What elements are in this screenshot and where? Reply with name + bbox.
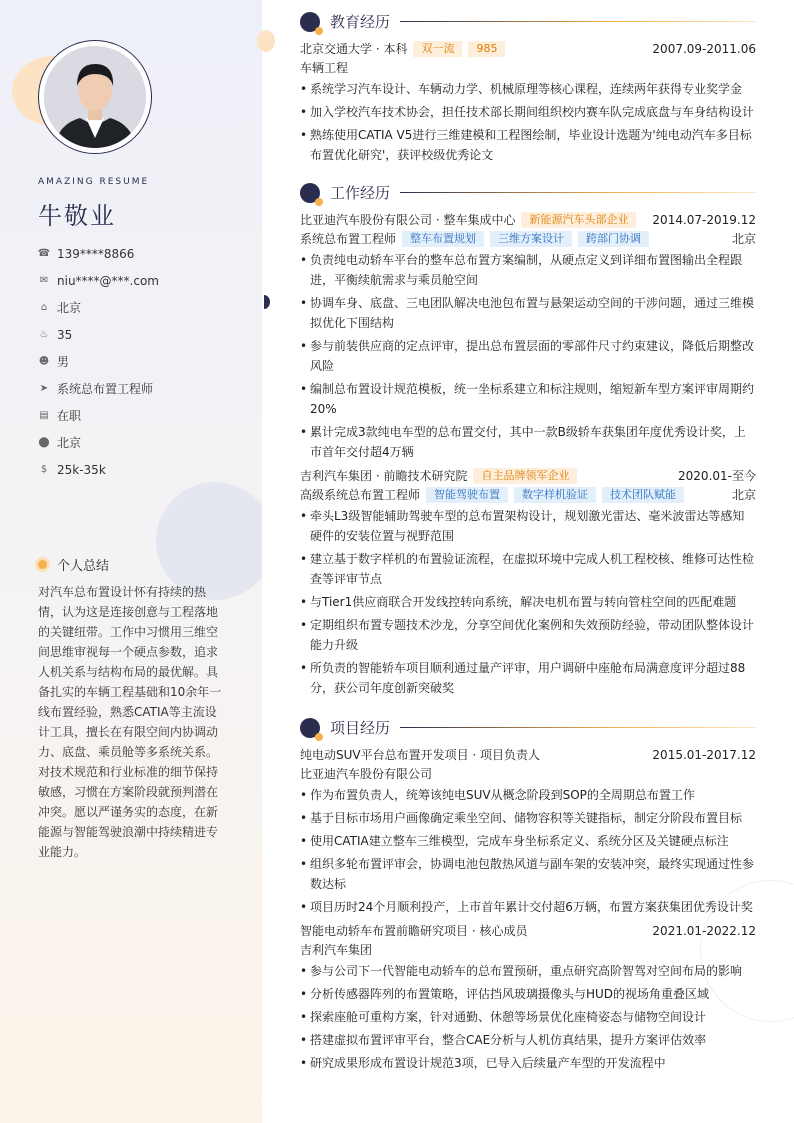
job-role: 系统总布置工程师 — [300, 232, 397, 246]
role-tag: 三维方案设计 — [490, 231, 572, 247]
info-row — [38, 429, 159, 456]
divider — [400, 192, 756, 193]
section-icon — [300, 718, 320, 738]
role-tag: 跨部门协调 — [578, 231, 649, 247]
info-row — [38, 402, 159, 429]
project-dates: 2021.01-2022.12 — [652, 923, 756, 938]
contact-info — [38, 240, 159, 483]
list-item: • 与Tier1供应商联合开发线控转向系统，解决电机布置与转向管柱空间的匹配难题 — [300, 592, 756, 612]
company-name: 比亚迪汽车股份有限公司 · 整车集成中心 — [300, 213, 516, 227]
list-item: • 系统学习汽车设计、车辆动力学、机械原理等核心课程，连续两年获得专业奖学金 — [300, 79, 756, 99]
list-item: • 加入学校汽车技术协会，担任技术部长期间组织校内赛车队完成底盘与车身结构设计 — [300, 102, 756, 122]
list-item: • 项目历时24个月顺利投产，上市首年累计交付超6万辆，布置方案获集团优秀设计奖 — [300, 897, 756, 917]
info-row — [38, 240, 159, 267]
list-item: • 使用CATIA建立整车三维模型，完成车身坐标系定义、系统分区及关键硬点标注 — [300, 831, 756, 851]
job-city: 北京 — [731, 488, 756, 502]
job-entry — [300, 210, 756, 465]
summary-text: 对汽车总布置设计怀有持续的热情，认为这是连接创意与工程落地的关键纽带。工作中习惯用三维空间思维审视每一个硬点参数，追求人机关系与结构布局的最优解。具备扎实的车辆工程基础和10余年一线布置经验，熟悉CATIA等主流设计工具，擅长在有限空间内协调动力、底盘、乘员舱等多系统关系。对技术规范和行业标准的细节保持敏感，习惯在方案阶段就预判潜在冲突。愿以严谨务实的态度，在新能源与智能驾驶浪潮中持续精进专业能力。 — [38, 585, 222, 859]
info-text: 35 — [57, 327, 73, 342]
project-bullets — [300, 961, 756, 1073]
decor-circle — [257, 30, 275, 52]
role-tag: 智能驾驶布置 — [426, 487, 508, 503]
list-item: • 参与公司下一代智能电动轿车的总布置预研，重点研究高阶智驾对空间布局的影响 — [300, 961, 756, 981]
job-dates: 2020.01-至今 — [678, 469, 756, 483]
home-icon: ⌂ — [40, 302, 48, 313]
divider — [400, 727, 756, 728]
project-entry — [300, 745, 756, 920]
list-item: • 所负责的智能轿车项目顺利通过量产评审，用户调研中座舱布局满意度评分超过88分，获公司年度创新突破奖 — [300, 658, 756, 698]
project-org: 吉利汽车集团 — [300, 943, 373, 957]
work-heading — [300, 182, 756, 203]
projects-heading — [300, 717, 756, 738]
summary-title: 个人总结 — [57, 559, 110, 574]
education-heading — [300, 11, 756, 32]
project-name: 纯电动SUV平台总布置开发项目 · 项目负责人 — [300, 748, 541, 762]
job-bullets — [300, 250, 756, 462]
info-text: 25k-35k — [57, 462, 106, 477]
school-name: 北京交通大学 · 本科 — [300, 42, 408, 56]
info-row — [38, 267, 159, 294]
info-text: niu****@***.com — [57, 273, 159, 288]
sidebar — [0, 0, 262, 1123]
gender-icon: ☻ — [38, 356, 50, 367]
company-tag: 新能源汽车头部企业 — [521, 212, 636, 228]
location-icon: ⬤ — [38, 437, 50, 448]
list-item: • 参与前装供应商的定点评审，提出总布置层面的零部件尺寸约束建议，降低后期整改风险 — [300, 336, 756, 376]
divider — [400, 21, 756, 22]
role-tag: 技术团队赋能 — [602, 487, 684, 503]
list-item: • 熟练使用CATIA V5进行三维建模和工程图绘制，毕业设计选题为'纯电动汽车多目标布置优化研究'，获评校级优秀论文 — [300, 125, 756, 165]
section-title: 项目经历 — [330, 719, 391, 737]
section-title: 工作经历 — [330, 184, 391, 202]
info-row — [38, 321, 159, 348]
info-row — [38, 294, 159, 321]
project-name: 智能电动轿车布置前瞻研究项目 · 核心成员 — [300, 924, 528, 938]
job-city: 北京 — [731, 232, 756, 246]
info-text: 北京 — [57, 436, 82, 450]
bullet-dot-icon — [38, 560, 47, 569]
info-text: 系统总布置工程师 — [57, 382, 154, 396]
job-dates: 2014.07-2019.12 — [652, 212, 756, 227]
list-item: • 基于目标市场用户画像确定乘坐空间、储物容积等关键指标，制定分阶段布置目标 — [300, 808, 756, 828]
company-name: 吉利汽车集团 · 前瞻技术研究院 — [300, 469, 468, 483]
salary-icon: $ — [40, 464, 48, 475]
info-row — [38, 348, 159, 375]
section-icon — [300, 12, 320, 32]
list-item: • 作为布置负责人，统筹该纯电SUV从概念阶段到SOP的全周期总布置工作 — [300, 785, 756, 805]
job-bullets — [300, 506, 756, 698]
project-bullets — [300, 785, 756, 917]
info-text: 男 — [57, 355, 70, 369]
briefcase-icon: ▤ — [39, 410, 49, 421]
school-tag: 双一流 — [413, 41, 462, 57]
project-org: 比亚迪汽车股份有限公司 — [300, 767, 433, 781]
education-dates: 2007.09-2011.06 — [652, 41, 756, 56]
role-tag: 数字样机验证 — [514, 487, 596, 503]
list-item: • 牵头L3级智能辅助驾驶车型的总布置架构设计，规划激光雷达、毫米波雷达等感知硬件的安装位置与视野范围 — [300, 506, 756, 546]
list-item: • 搭建虚拟布置评审平台，整合CAE分析与人机仿真结果，提升方案评估效率 — [300, 1030, 756, 1050]
major: 车辆工程 — [300, 61, 349, 75]
summary-heading — [38, 555, 109, 574]
list-item: • 累计完成3款纯电车型的总布置交付，其中一款B级轿车获集团年度优秀设计奖，上市首年交付超4万辆 — [300, 422, 756, 462]
cake-icon: ♨ — [39, 329, 49, 340]
info-row — [38, 456, 159, 483]
list-item: • 建立基于数字样机的布置验证流程，在虚拟环境中完成人机工程校核、维修可达性检查等评审节点 — [300, 549, 756, 589]
education-block — [300, 39, 756, 168]
list-item: • 分析传感器阵列的布置策略，评估挡风玻璃摄像头与HUD的视场角重叠区域 — [300, 984, 756, 1004]
list-item: • 编制总布置设计规范模板，统一坐标系建立和标注规则，缩短新车型方案评审周期约20% — [300, 379, 756, 419]
info-text: 在职 — [57, 409, 82, 423]
school-tag: 985 — [468, 41, 505, 57]
project-entry — [300, 921, 756, 1076]
list-item: • 负责纯电动轿车平台的整车总布置方案编制，从硬点定义到详细布置图输出全程跟进，平衡续航需求与乘员舱空间 — [300, 250, 756, 290]
send-icon: ➤ — [39, 383, 49, 394]
list-item: • 探索座舱可重构方案，针对通勤、休憩等场景优化座椅姿态与储物空间设计 — [300, 1007, 756, 1027]
section-icon — [300, 183, 320, 203]
section-title: 教育经历 — [330, 13, 391, 31]
list-item: • 定期组织布置专题技术沙龙，分享空间优化案例和失效预防经验，带动团队整体设计能力升级 — [300, 615, 756, 655]
list-item: • 组织多轮布置评审会，协调电池包散热风道与副车架的安装冲突，最终实现通过性参数达标 — [300, 854, 756, 894]
info-text: 北京 — [57, 301, 82, 315]
job-role: 高级系统总布置工程师 — [300, 488, 421, 502]
project-dates: 2015.01-2017.12 — [652, 747, 756, 762]
info-text: 139****8866 — [57, 246, 135, 261]
info-row — [38, 375, 159, 402]
mail-icon: ✉ — [39, 275, 49, 286]
role-tag: 整车布置规划 — [402, 231, 484, 247]
phone-icon: ☎ — [37, 248, 51, 259]
company-tag: 自主品牌领军企业 — [473, 468, 577, 484]
list-item: • 协调车身、底盘、三电团队解决电池包布置与悬架运动空间的干涉问题，通过三维模拟优化下围结构 — [300, 293, 756, 333]
list-item: • 研究成果形成布置设计规范3项，已导入后续量产车型的开发流程中 — [300, 1053, 756, 1073]
job-entry — [300, 466, 756, 701]
candidate-name: 牛敬业 — [38, 202, 116, 230]
education-bullets — [300, 79, 756, 165]
avatar — [44, 46, 146, 148]
tagline: AMAZING RESUME — [38, 177, 150, 187]
